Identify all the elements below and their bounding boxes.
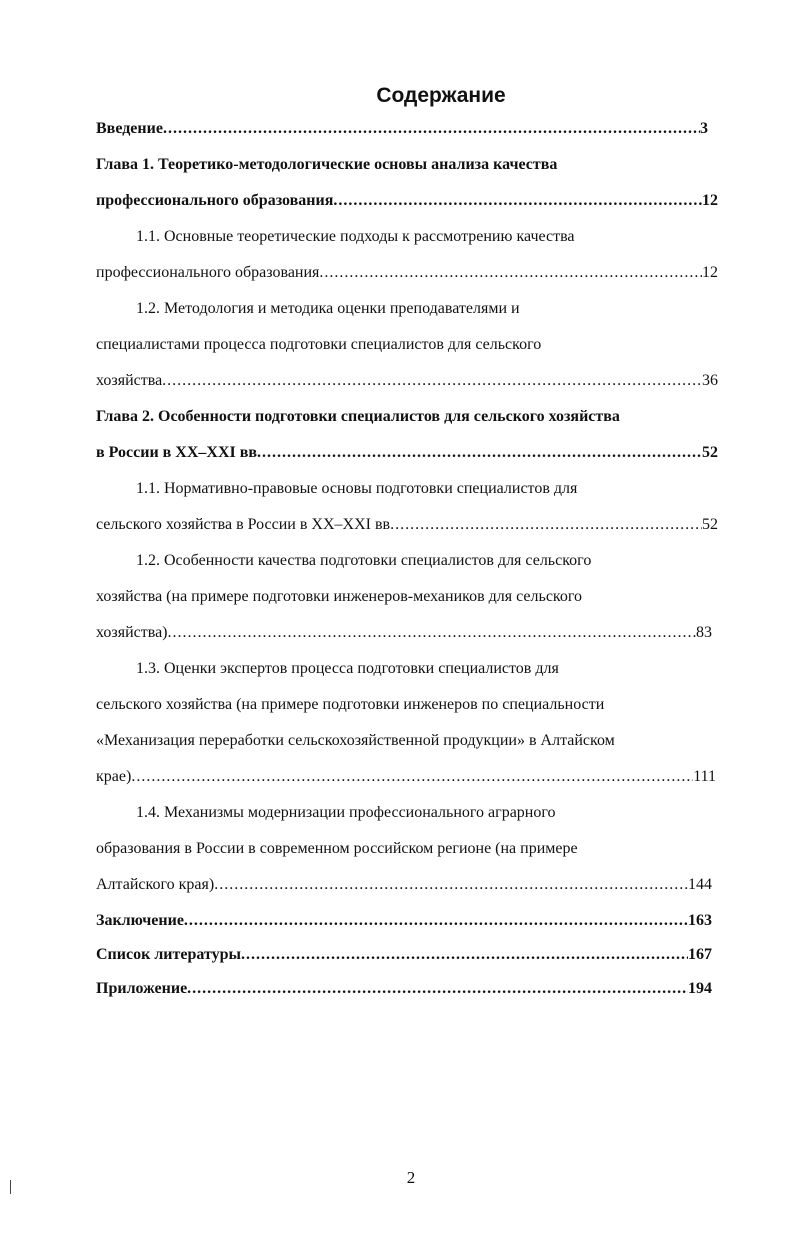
toc-entry-label: хозяйства (на примере подготовки инженеров-механиков для сельского (96, 588, 583, 605)
toc-entry-label: Заключение (96, 912, 184, 929)
toc-entry-references[interactable] (96, 946, 712, 982)
toc-section-2-3-line-2[interactable] (96, 696, 604, 732)
toc-entry-label: хозяйства) (96, 624, 168, 641)
toc-section-1-2-line-3[interactable] (96, 372, 718, 408)
toc-page-number: 12 (702, 192, 718, 209)
toc-entry-label: 1.2. Методология и методика оценки преподавателями и (136, 300, 520, 317)
toc-entry-conclusion[interactable] (96, 912, 712, 948)
toc-section-1-2-line-2[interactable] (96, 336, 541, 372)
toc-section-2-1-line-1[interactable] (136, 480, 577, 516)
dot-leader (163, 120, 700, 138)
dot-leader (184, 912, 688, 930)
toc-page-number: 12 (702, 264, 718, 281)
toc-page-number: 194 (688, 980, 712, 997)
toc-entry-label: крае) (96, 768, 132, 785)
dot-leader (319, 264, 702, 282)
toc-chapter-2-line-1[interactable] (96, 408, 620, 444)
toc-page-number: 167 (688, 946, 712, 963)
toc-entry-label: 1.2. Особенности качества подготовки специалистов для сельского (136, 552, 592, 569)
toc-entry-label: Список литературы (96, 946, 241, 963)
toc-section-1-1-line-1[interactable] (136, 228, 575, 264)
dot-leader (390, 516, 702, 534)
toc-entry-label: Приложение (96, 980, 188, 997)
toc-chapter-2-line-2[interactable] (96, 444, 718, 480)
toc-section-1-2-line-1[interactable] (136, 300, 520, 336)
toc-entry-label: хозяйства (96, 372, 163, 389)
toc-page-number: 52 (702, 444, 718, 461)
toc-entry-label: «Механизация переработки сельскохозяйственной продукции» в Алтайском (96, 732, 615, 749)
toc-section-2-2-line-1[interactable] (136, 552, 591, 588)
dot-leader (257, 444, 702, 462)
toc-page-number: 111 (693, 768, 716, 785)
toc-entry-label: 1.3. Оценки экспертов процесса подготовки специалистов для (136, 660, 559, 677)
dot-leader (333, 192, 702, 210)
toc-entry-label: профессионального образования (96, 264, 320, 281)
toc-section-2-4-line-1[interactable] (136, 804, 556, 840)
toc-chapter-1-line-1[interactable] (96, 156, 557, 192)
toc-page-number: 3 (700, 120, 708, 137)
dot-leader (168, 624, 697, 642)
toc-page-number: 83 (696, 624, 712, 641)
toc-entry-appendix[interactable] (96, 980, 712, 1016)
dot-leader (241, 946, 688, 964)
toc-page-number: 52 (702, 516, 718, 533)
margin-mark (10, 1180, 11, 1194)
toc-section-2-3-line-3[interactable] (96, 732, 615, 768)
dot-leader (214, 876, 688, 894)
toc-section-2-4-line-2[interactable] (96, 840, 578, 876)
toc-entry-label: Введение (96, 120, 163, 137)
toc-section-2-3-line-1[interactable] (136, 660, 559, 696)
toc-entry-label: профессионального образования (96, 192, 334, 209)
toc-section-2-2-line-2[interactable] (96, 588, 582, 624)
toc-entry-label: Алтайского края) (96, 876, 215, 893)
toc-page-number: 144 (688, 876, 712, 893)
toc-section-2-3-line-4[interactable] (96, 768, 716, 804)
toc-page-number: 163 (688, 912, 712, 929)
toc-page-number: 36 (702, 372, 718, 389)
toc-section-1-1-line-2[interactable] (96, 264, 718, 300)
toc-chapter-1-line-2[interactable] (96, 192, 718, 228)
dot-leader (187, 980, 688, 998)
dot-leader (162, 372, 702, 390)
page-title: Содержание (376, 84, 506, 107)
toc-section-2-2-line-3[interactable] (96, 624, 712, 660)
dot-leader (131, 768, 693, 786)
toc-entry-label: в России в XX–XXI вв (96, 444, 258, 461)
toc-entry-label: Глава 2. Особенности подготовки специалистов для сельского хозяйства (96, 408, 620, 425)
toc-entry-introduction[interactable] (96, 120, 708, 156)
toc-entry-label: 1.1. Основные теоретические подходы к рассмотрению качества (136, 228, 575, 245)
toc-entry-label: 1.4. Механизмы модернизации профессионального аграрного (136, 804, 556, 821)
toc-entry-label: образования в России в современном российском регионе (на примере (96, 840, 578, 857)
toc-entry-label: специалистами процесса подготовки специалистов для сельского (96, 336, 542, 353)
toc-section-2-1-line-2[interactable] (96, 516, 718, 552)
toc-entry-label: Глава 1. Теоретико-методологические основы анализа качества (96, 156, 558, 173)
toc-entry-label: сельского хозяйства (на примере подготовки инженеров по специальности (96, 696, 605, 713)
toc-entry-label: 1.1. Нормативно-правовые основы подготовки специалистов для (136, 480, 578, 497)
toc-section-2-4-line-3[interactable] (96, 876, 712, 912)
page-number: 2 (406, 1168, 416, 1187)
toc-entry-label: сельского хозяйства в России в XX–XXI вв (96, 516, 391, 533)
